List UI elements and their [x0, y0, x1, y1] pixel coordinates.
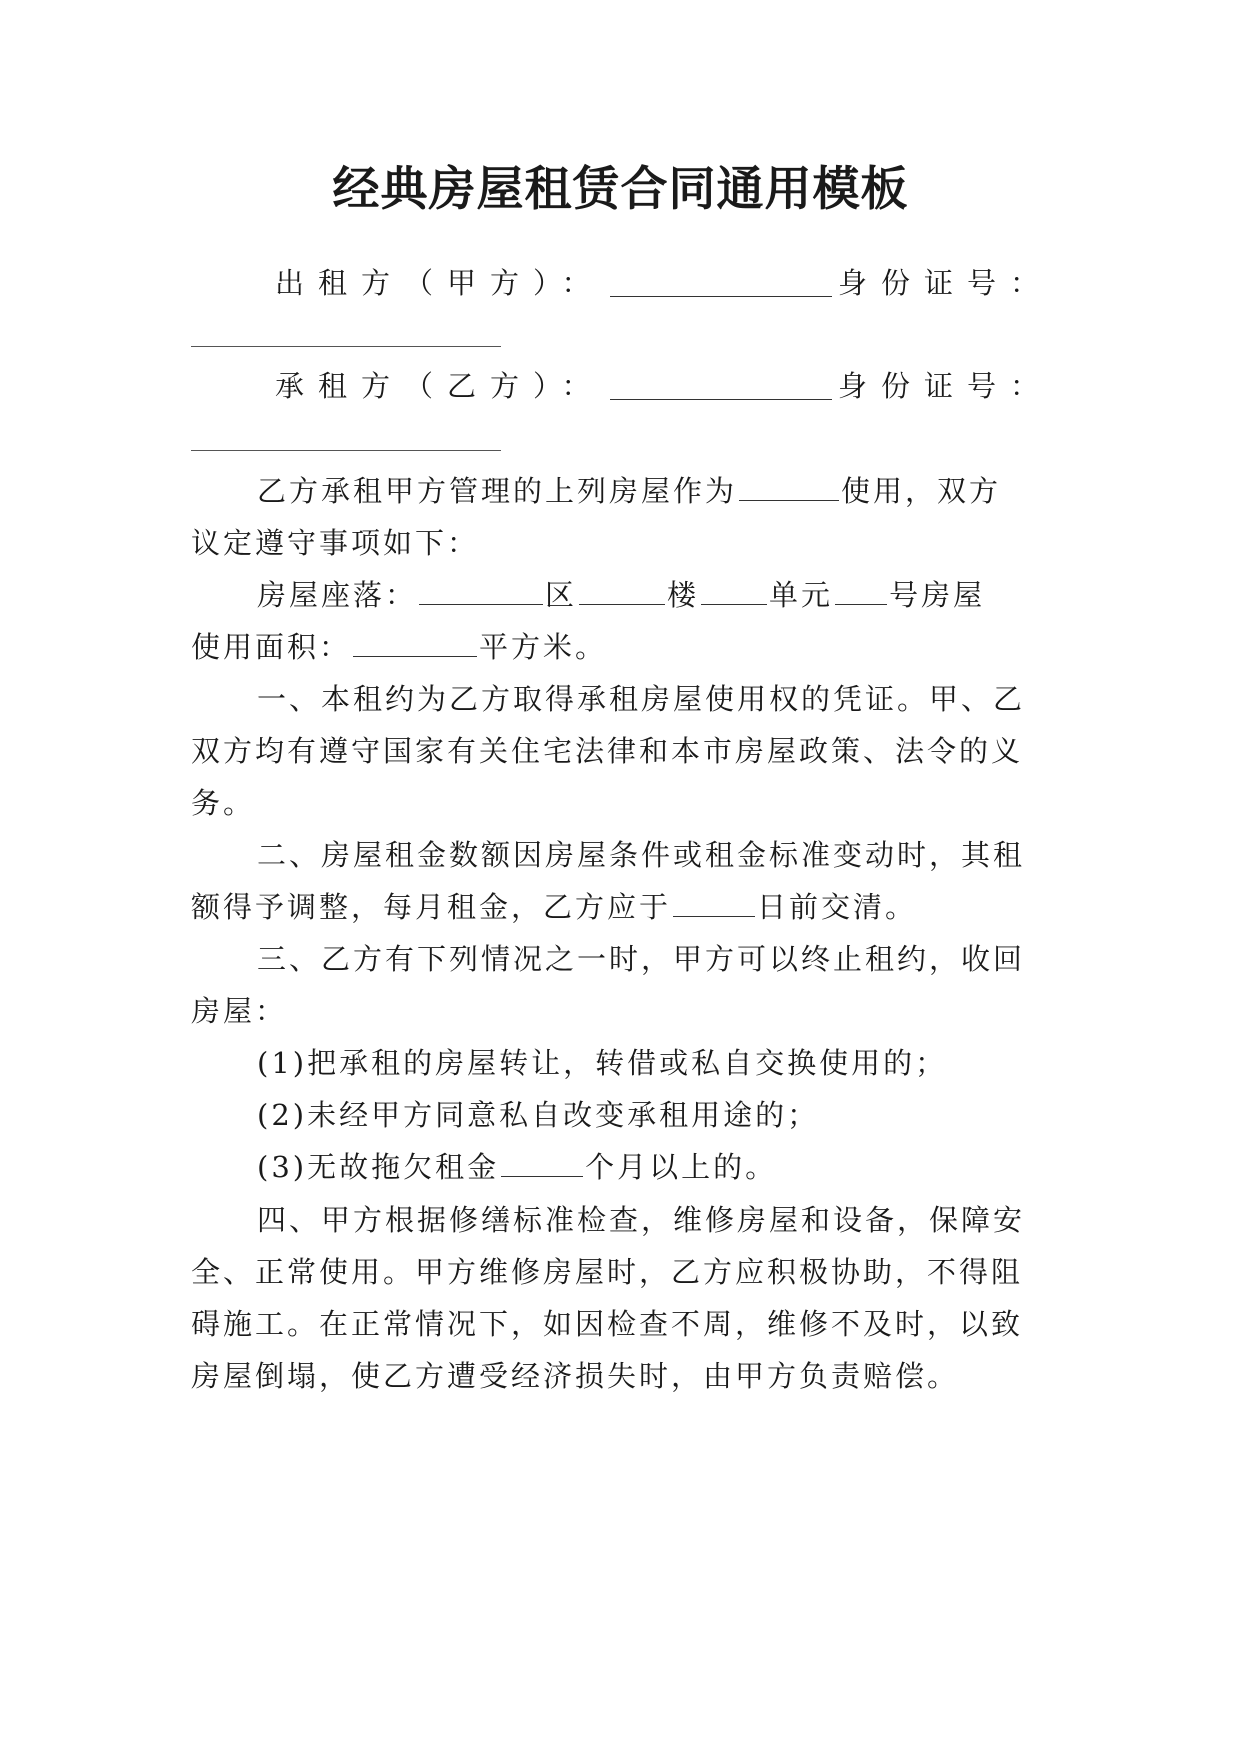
clause-1-line: 务。: [191, 786, 256, 820]
room-label: 号房屋: [889, 578, 986, 612]
lessee-id-blank: [191, 450, 501, 451]
location-label: 房屋座落：: [257, 578, 418, 612]
clause-3-item: (1)把承租的房屋转让，转借或私自交换使用的；: [257, 1046, 948, 1080]
area-blank: [353, 630, 477, 657]
clause-4-line: 四、甲方根据修缮标准检查，维修房屋和设备，保障安: [257, 1203, 1026, 1237]
lessor-label: 出租方（甲方）：: [275, 266, 605, 300]
paragraph-text: 乙方承租甲方管理的上列房屋作为: [257, 474, 738, 508]
clause-3-item: (2)未经甲方同意私自改变承租用途的；: [257, 1098, 820, 1132]
area-label: 使用面积：: [191, 630, 352, 664]
paragraph-line: [191, 471, 1053, 511]
lessor-id-blank: [191, 346, 501, 347]
clause-3-line: 房屋：: [191, 994, 288, 1028]
paragraph-text: 日前交清。: [757, 890, 918, 924]
area-unit: 平方米。: [479, 630, 608, 664]
unit-label: 单元: [769, 578, 834, 612]
building-blank: [579, 578, 665, 605]
document-title: 经典房屋租赁合同通用模板: [332, 162, 909, 217]
clause-2-line: 二、房屋租金数额因房屋条件或租金标准变动时，其租: [257, 838, 1026, 872]
paragraph-text: 额得予调整，每月租金，乙方应于: [191, 890, 672, 924]
clause-3-item: [191, 1147, 1053, 1187]
lessor-name-blank: [610, 270, 832, 297]
lessee-label: 承租方（乙方）：: [275, 369, 605, 403]
lessor-line: [191, 263, 1053, 303]
clause-1-line: 双方均有遵守国家有关住宅法律和本市房屋政策、法令的义: [191, 734, 1024, 768]
clause-4-line: 房屋倒塌，使乙方遭受经济损失时，由甲方负责赔偿。: [191, 1359, 960, 1393]
clause-4-line: 碍施工。在正常情况下，如因检查不周，维修不及时，以致: [191, 1307, 1024, 1341]
district-blank: [419, 578, 543, 605]
lessee-name-blank: [610, 373, 832, 400]
months-blank: [501, 1150, 583, 1177]
lessee-id-label: 身份证号：: [837, 369, 1053, 403]
lessor-id-label: 身份证号：: [837, 266, 1053, 300]
clause-4-line: 全、正常使用。甲方维修房屋时，乙方应积极协助，不得阻: [191, 1255, 1024, 1289]
clause-3-line: 三、乙方有下列情况之一时，甲方可以终止租约，收回: [257, 942, 1026, 976]
unit-blank: [701, 578, 767, 605]
district-label: 区: [545, 578, 578, 612]
room-blank: [835, 578, 887, 605]
paragraph-text: 个月以上的。: [585, 1150, 778, 1184]
building-label: 楼: [667, 578, 700, 612]
payment-day-blank: [673, 890, 755, 917]
paragraph-text: (3)无故拖欠租金: [257, 1150, 500, 1184]
lessee-line: [191, 366, 1053, 406]
paragraph-text: 使用，双方: [841, 474, 1002, 508]
clause-1-line: 一、本租约为乙方取得承租房屋使用权的凭证。甲、乙: [257, 682, 1026, 716]
paragraph-line: 议定遵守事项如下：: [191, 526, 480, 560]
use-purpose-blank: [739, 474, 839, 501]
area-line: [191, 627, 1053, 667]
clause-2-line: [191, 887, 1053, 927]
location-line: [191, 575, 1053, 615]
